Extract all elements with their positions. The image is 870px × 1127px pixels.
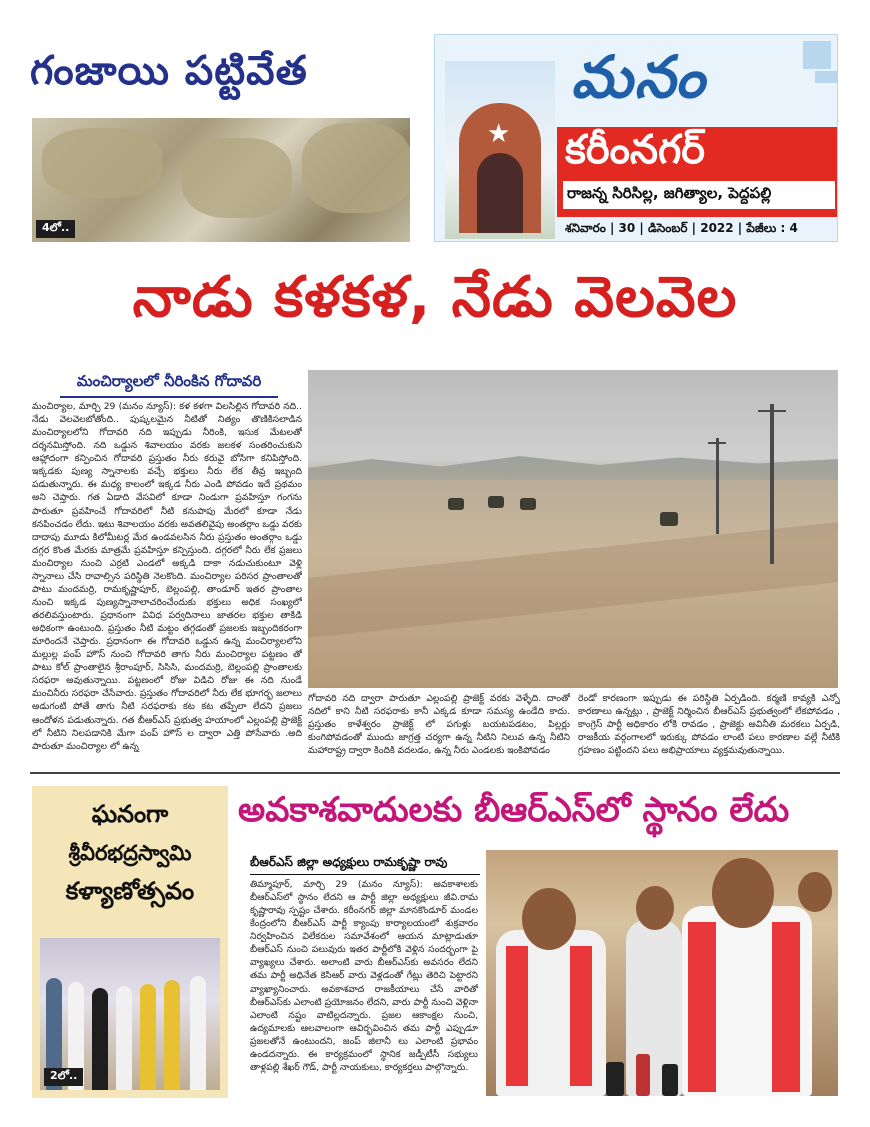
festival-line-1: ఘనంగా xyxy=(91,800,169,828)
person xyxy=(92,988,108,1090)
person-head xyxy=(636,886,674,930)
person xyxy=(164,980,180,1090)
press-meet-photo xyxy=(486,850,838,1096)
section-divider xyxy=(30,772,840,774)
festival-line-2: శ్రీవీరభద్రస్వామి xyxy=(68,841,192,866)
power-pole-arm xyxy=(708,442,726,444)
pink-scarf xyxy=(772,922,800,1092)
story2-body: తిమ్మాపూర్, మార్చి 29 (మనం న్యూస్): అవకాశాలకు బీఆర్ఎస్‌లో స్థానం లేదని ఆ పార్టీ జిల్లా అధ్యక్షులు జీవి.రామ కృష్ణారావు స్పష్టం చేశారు. కరీంనగర్ జిల్లా మానకొండూర్ మండల కేంద్రంలోని బీఆర్ఎస్ పార్టీ క్యాంపు కార్యాలయంలో శుక్రవారం నిర్వహించిన విలేకరుల సమావేశంలో ఆయన మాట్లాడుతూ బీఆర్ఎస్ నుంచి పలువురు ఇతర పార్టీలోకి వెళ్లిన సందర్భంగా పై వ్యాఖ్యలు చేశారు. అలాంటి వారు బీఆర్ఎస్‌కు అవసరం లేదని తమ పార్టీ అధినేత కెసిఆర్ వారు వెళ్లడంతో గేట్లు తెరిచి పెట్టారని వ్యాఖ్యానించారు. అవకాశవాద రాజకీయాలు చేసే వారితో బీఆర్ఎస్‌కు ఎలాంటి ప్రయోజనం లేదని, వారు పార్టీ నుంచి వెళ్లినా ఎలాంటి నష్టం వాటిల్లదన్నారు. ప్రజల ఆకాంక్షల నుంచి, ఉద్యమాలకు ఆలవాలంగా ఆవిర్భవించిన తమ పార్టీ ఎప్పుడూ ప్రజలతోనే ఉంటుందని, జంప్ జిలానీ లు ఎలాంటి ప్రభావం ఉండదన్నారు. ఈ కార్యక్రమంలో స్థానిక జడ్పీటీసీ సభ్యులు తాళ్లపల్లి శేఖర్ గౌడ్, పార్టీ నాయకులు, కార్యకర్తలు పాల్గొన్నారు. xyxy=(250,879,478,1073)
dry-godavari-photo xyxy=(308,370,838,688)
person xyxy=(116,986,132,1090)
dirt-track xyxy=(308,522,838,638)
newspaper-logo: మనం xyxy=(571,43,707,111)
edition-city: కరీంనగర్ xyxy=(565,127,705,173)
power-pole xyxy=(770,404,774,564)
ganja-seizure-photo xyxy=(32,118,410,242)
corner-decoration xyxy=(815,71,837,83)
microphone-icon xyxy=(662,1064,678,1096)
story1-subhead: మంచిర్యాలలో నీరింకిన గోదావరి xyxy=(60,372,278,398)
festival-line-3: కళ్యాణోత్సవం xyxy=(65,877,195,906)
person-head xyxy=(712,858,774,928)
teaser-headline: గంజాయి పట్టివేత xyxy=(30,48,308,94)
story1-column-1: మంచిర్యాల, మార్చి 29 (మనం న్యూస్): కళ కళగా విలసిల్లిన గోదావరి నది.. నేడు వెలవెలబోతోంది.. పుష్కలమైన నీటితో నిత్యం తొణికిసలాడిన మంచిర్యాలలోని గోదావరి నది ఇప్పుడు నీరింకి, ఇసుక మేటలతో దర్శనమిస్తోంది. నది ఒడ్డున శివాలయం వరకు జలకళ సంతరించుకుని ఆహ్లాదంగా కన్పించిన గోదావరి ప్రస్తుతం నీరు కరువై బోసిగా కనిపిస్తోంది. ఇక్కడకు పుణ్య స్నానాలకు వచ్చే భక్తులు నీరు లేక తీవ్ర ఇబ్బంది పడుతున్నారు. ఈ మధ్య కాలంలో ఇక్కడ నీరు ఎండి పోవడం ఇదే ప్రథమం అని చెప్తారు. గత ఏడాది వేసవిలో కూడా నిండుగా ప్రవహిస్తూ గంగను పారుతూ ప్రవహించే గోదావరిలో నీటి కనుపాపు మేరలో కూడా నేడు కనపించడం లేదు. ఇటు శివాలయం వరకు అవతలివైపు అంతర్గాం ఒడ్డు వరకు దాదాపు మూడు కిలోమీటర్ల మేర ఉండవలసిన నీరు ప్రస్తుతం అంతర్గాం ఒడ్డు దగ్గర కొంత మేరకు మాత్రమే ప్రవహిస్తూ కన్పిస్తుంది. దగ్గరలో నీరు లేక ప్రజలు మంచిర్యాల నుంచి ఎర్రటి ఎండలో అక్కడి దాకా నడుచుకుంటూ వెళ్లి స్నానాలు చేసి రావాల్సిన పరిస్థితి నెలకొంది. మంచిర్యాల పరిసర ప్రాంతాలతో పాటు మందమర్రి, రామకృష్ణాపూర్, బెల్లంపల్లి, తాండూర్ ఇతర ప్రాంతాల నుంచి ఇక్కడ పుణ్యస్నానాలాచరించేందుకు భక్తులు అధిక సంఖ్యలో తరలివస్తుంటారు. ప్రధానంగా వివిధ పర్వదినాలు జాతరల భక్తుల తాకిడి అధికంగా ఉంటుంది. ప్రస్తుతం నీటి మట్టం తగ్గడంతో ప్రజలకు ఇబ్బందికరంగా మారిందనే చెప్తారు. ప్రధానంగా ఈ గోదావరి ఒడ్డున ఉన్న మంచిర్యాలలోని మల్లుల్ల పంప్ హౌస్ నుంచి గోదావరి తాగు నీరు మంచిర్యాల పట్టణం తో పాటు కోల్ ప్రాంతాలైన శ్రీరాంపూర్, సిసిసి, మందమర్రి, బెల్లంపల్లి ప్రాంతాలకు సరఫరా అవుతున్నాయి. పట్టణంలో రోజు విడిచి రోజు ఈ నది నుండే మంచినీరు సరఫరా చేసేవారు. ప్రస్తుతం గోదావరిలో నీరు లేక భూగర్భ జలాలు అడుగంటి పోతే తాగు నీటి సరఫరాకు కట కట తప్పేలా లేదని ప్రజలు ఆందోళన పడుతున్నారు. గత బీఆర్ఎస్ ప్రభుత్వ హయాంలో ఎల్లంపల్లి ప్రాజెక్ట్ లో నీటిని నిలపడానికి మేగా పంప్ హౌస్ ల ద్వారా ఎత్తి పోసేవారు .అది పారుతూ మంచిర్యాల లో ఉన్న xyxy=(32,401,302,752)
auto-rickshaw xyxy=(448,498,464,510)
auto-rickshaw xyxy=(660,512,678,526)
story1-column-2: గోదావరి నది ద్వారా పారుతూ ఎల్లంపల్లి ప్రాజెక్ట్ వరకు వెళ్ళేది. దాంతో నదిలో కాని నీటి సరఫరాకు కానీ ఎక్కడ కూడా సమస్య ఉండేది కాదు. ప్రస్తుతం కాళేశ్వరం ప్రాజెక్ట్ లో పగుళ్లు బయటపడటం, పిల్లర్లు కుంగిపోవడంతో ముందు జాగ్రత్త చర్యగా ఉన్న నీటిని నిలువ ఉన్న నీటిని మహారాష్ట్ర ద్వారా కిందికి వదలడం, ఉన్న నీరు ఎండలకు ఇంకిపోవడం xyxy=(308,693,570,757)
pink-scarf xyxy=(570,946,592,1086)
auto-rickshaw xyxy=(488,496,504,508)
person-head xyxy=(798,872,832,912)
festival-teaser-box xyxy=(32,786,228,1098)
microphone-icon xyxy=(636,1054,650,1096)
auto-rickshaw xyxy=(520,498,536,510)
date-line: శనివారం | 30 | డిసెంబర్ | 2022 | పేజీలు : 4 xyxy=(557,217,838,241)
festival-headline xyxy=(32,794,228,913)
arch-door xyxy=(477,153,523,233)
masthead xyxy=(434,34,838,242)
star-icon: ★ xyxy=(487,119,511,149)
edition-districts: రాజన్న సిరిసిల్ల, జగిత్యాల, పెద్దపల్లి xyxy=(563,181,835,209)
festival-page-tag[interactable]: 2లో.. xyxy=(44,1068,83,1086)
festival-photo xyxy=(40,938,220,1090)
clock-tower-photo xyxy=(445,61,555,239)
pink-scarf xyxy=(506,946,528,1086)
story2-subhead: బీఆర్ఎస్ జిల్లా అధ్యక్షులు రామకృష్ణా రావు xyxy=(250,855,480,875)
teaser-page-tag[interactable]: 4లో.. xyxy=(36,220,75,238)
pink-scarf xyxy=(688,922,716,1092)
hills xyxy=(308,450,838,480)
main-headline: నాడు కళకళ, నేడు వెలవెల xyxy=(132,265,738,330)
power-pole-arm xyxy=(758,410,786,412)
person xyxy=(140,984,156,1090)
person xyxy=(190,976,206,1090)
corner-decoration xyxy=(803,41,831,69)
story2-headline: అవకాశవాదులకు బీఆర్ఎస్‌లో స్థానం లేదు xyxy=(238,790,790,830)
story1-column-3: రెండో కారణంగా ఇప్పుడు ఈ పరిస్థితి ఏర్పడింది. కర్మణి కావ్యకి ఎన్నో కారణాలు ఉన్నట్లు , ప్రాజెక్ట్ నిర్మించిన బీఆర్ఎస్ ప్రభుత్వంలో లేకపోవడం , కాంగ్రెస్ పార్టీ అధికారం లోకి రావడం , ప్రాజెక్టు అవినీతి మరకలు ఏర్పడి, రాజకీయ వర్గంగాలలో ఇరుక్కు పోవడం లాంటి పలు కారణాల వల్లే నీటికి గ్రహణం పట్టిందని పలు అభిప్రాయాలు వ్యక్తమవుతున్నాయి. xyxy=(578,693,840,757)
person-head xyxy=(522,888,576,950)
microphone-icon xyxy=(606,1062,624,1096)
power-pole xyxy=(716,438,719,534)
